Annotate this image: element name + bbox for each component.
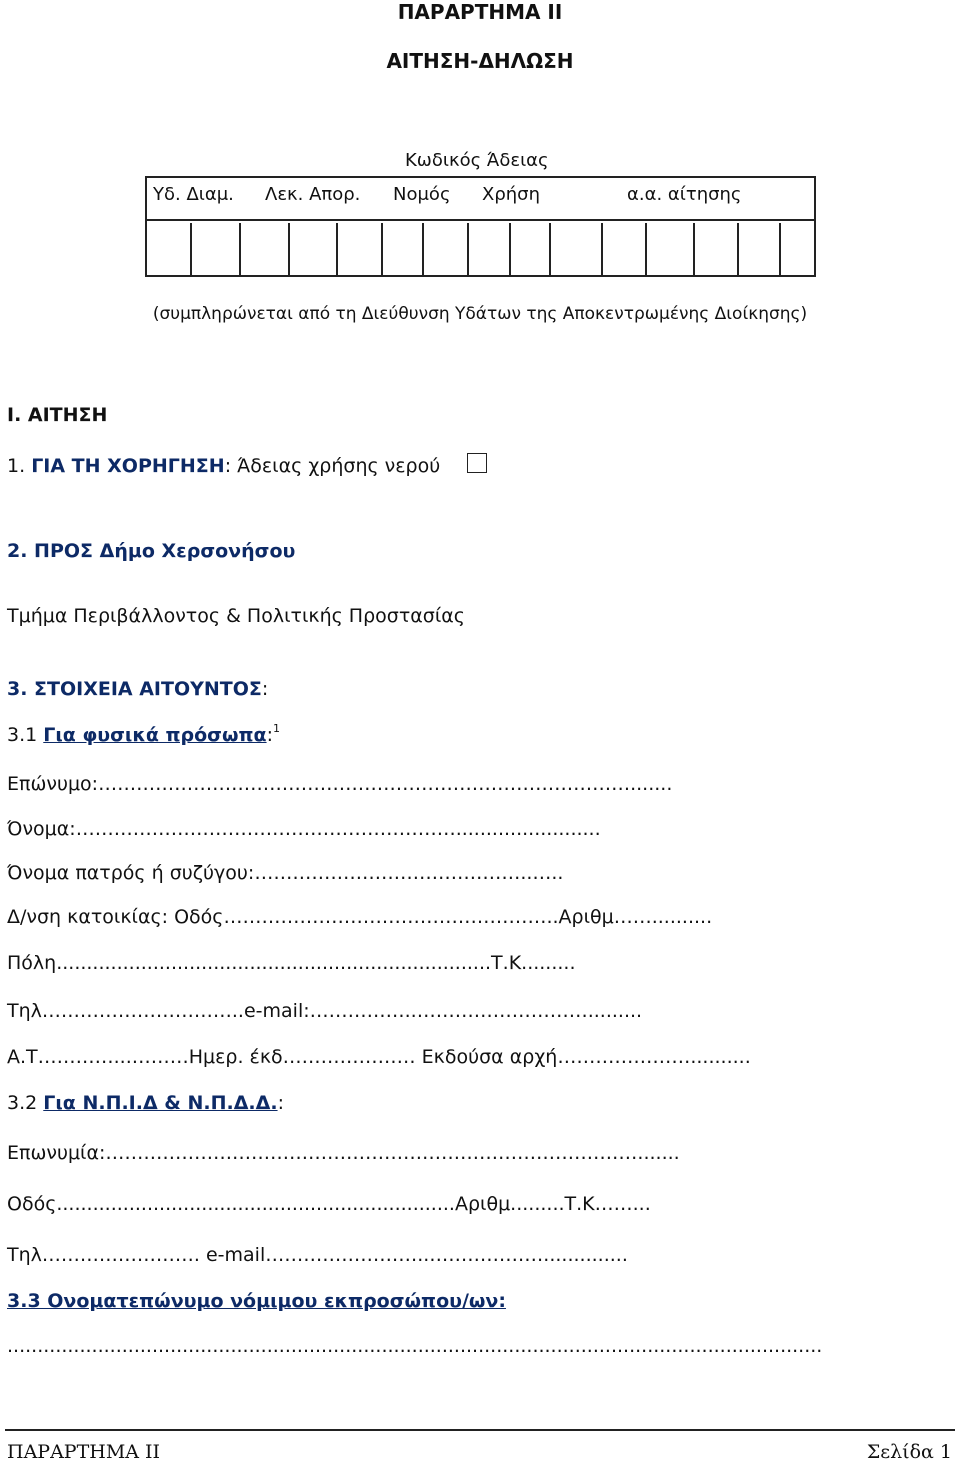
company-phone-email-field[interactable]: Τηλ……………………. e-mail……………………..……………….............. <box>7 1244 628 1266</box>
item1-label: ΓΙΑ ΤΗ ΧΟΡΗΓΗΣΗ <box>31 455 225 477</box>
natural-persons-colon: : <box>266 724 273 746</box>
natural-persons-heading <box>7 722 280 746</box>
code-cell-divider <box>601 223 603 275</box>
code-table-caption: Κωδικός Άδειας <box>405 150 549 171</box>
code-cell-divider <box>549 223 551 275</box>
code-cell-divider <box>422 223 424 275</box>
license-code-table <box>145 176 816 277</box>
annex-title: ΠΑΡΑΡΤΗΜΑ ΙΙ <box>397 0 563 24</box>
water-use-license-checkbox[interactable] <box>467 453 487 473</box>
code-cell-divider <box>737 223 739 275</box>
first-name-field[interactable]: Όνομα:……………………………………………………........................ <box>7 818 601 840</box>
legal-entities-title: Για Ν.Π.Ι.Δ & Ν.Π.Δ.Δ. <box>43 1092 278 1114</box>
company-address-field[interactable]: Οδός..................................................................Αριθμ.........Τ.Κ……... <box>7 1193 651 1215</box>
representatives-heading: 3.3 Ονοματεπώνυμο νόμιμου εκπροσώπου/ων: <box>7 1290 506 1312</box>
code-cell-divider <box>381 223 383 275</box>
home-address-field[interactable]: Δ/νση κατοικίας: Οδός……………………………………………..Αριθμ…….......... <box>7 906 713 928</box>
id-card-field[interactable]: Α.Τ…………...………Ημερ. έκδ………………… Εκδούσα αρχή………………….......... <box>7 1046 751 1068</box>
item3-line <box>7 678 268 700</box>
column-prefecture: Νομός <box>393 184 451 205</box>
code-cell-divider <box>693 223 695 275</box>
code-cell-divider <box>645 223 647 275</box>
code-cell-divider <box>509 223 511 275</box>
item2-recipient: 2. ΠΡΟΣ Δήμο Χερσονήσου <box>7 540 296 562</box>
code-cell-divider <box>336 223 338 275</box>
item3-colon: : <box>261 678 269 700</box>
code-table-header <box>147 178 814 221</box>
city-postcode-field[interactable]: Πόλη........................................................................Τ.Κ......... <box>7 952 576 974</box>
item2-department: Τμήμα Περιβάλλοντος & Πολιτικής Προστασίας <box>7 605 465 627</box>
legal-entities-colon: : <box>277 1092 284 1114</box>
code-cell-divider <box>288 223 290 275</box>
footer-divider <box>5 1429 955 1431</box>
column-water-district: Υδ. Διαμ. <box>153 184 234 205</box>
column-use: Χρήση <box>482 184 540 205</box>
legal-entities-heading <box>7 1092 284 1114</box>
code-cell-divider <box>779 223 781 275</box>
footnote-ref: 1 <box>273 722 280 735</box>
item1-number: 1. <box>7 455 26 477</box>
item1-text: : Άδειας χρήσης νερού <box>224 455 441 477</box>
natural-persons-number: 3.1 <box>7 724 44 746</box>
code-cell-divider <box>239 223 241 275</box>
surname-field[interactable]: Επώνυμο:…………………………………………………………………………....... <box>7 773 673 795</box>
company-name-field[interactable]: Επωνυμία:…………………………………………………………………………....... <box>7 1142 680 1164</box>
column-basin: Λεκ. Απορ. <box>265 184 361 205</box>
code-table-note: (συμπληρώνεται από τη Διεύθυνση Υδάτων της Αποκεντρωμένης Διοίκησης) <box>152 304 808 324</box>
representatives-field[interactable]: ....................................................................................................................................... <box>7 1335 823 1357</box>
phone-email-field[interactable]: Τηλ…………………………..e-mail:……………..………………………......... <box>7 1000 643 1022</box>
natural-persons-title: Για φυσικά πρόσωπα <box>43 724 267 746</box>
code-cell-divider <box>190 223 192 275</box>
item3-label: 3. ΣΤΟΙΧΕΙΑ ΑΙΤΟΥΝΤΟΣ <box>7 678 262 700</box>
section-application-heading: Ι. ΑΙΤΗΣΗ <box>7 404 108 426</box>
legal-entities-number: 3.2 <box>7 1092 44 1114</box>
form-title: ΑΙΤΗΣΗ-ΔΗΛΩΣΗ <box>386 49 574 73</box>
code-cell-divider <box>467 223 469 275</box>
page-number: Σελίδα 1 <box>866 1441 952 1463</box>
item1-line <box>7 455 440 477</box>
footer-left: ΠΑΡΑΡΤΗΜΑ ΙΙ <box>7 1441 161 1463</box>
father-spouse-name-field[interactable]: Όνομα πατρός ή συζύγου:……………………………………..….. <box>7 862 564 884</box>
column-application-number: α.α. αίτησης <box>627 184 742 205</box>
